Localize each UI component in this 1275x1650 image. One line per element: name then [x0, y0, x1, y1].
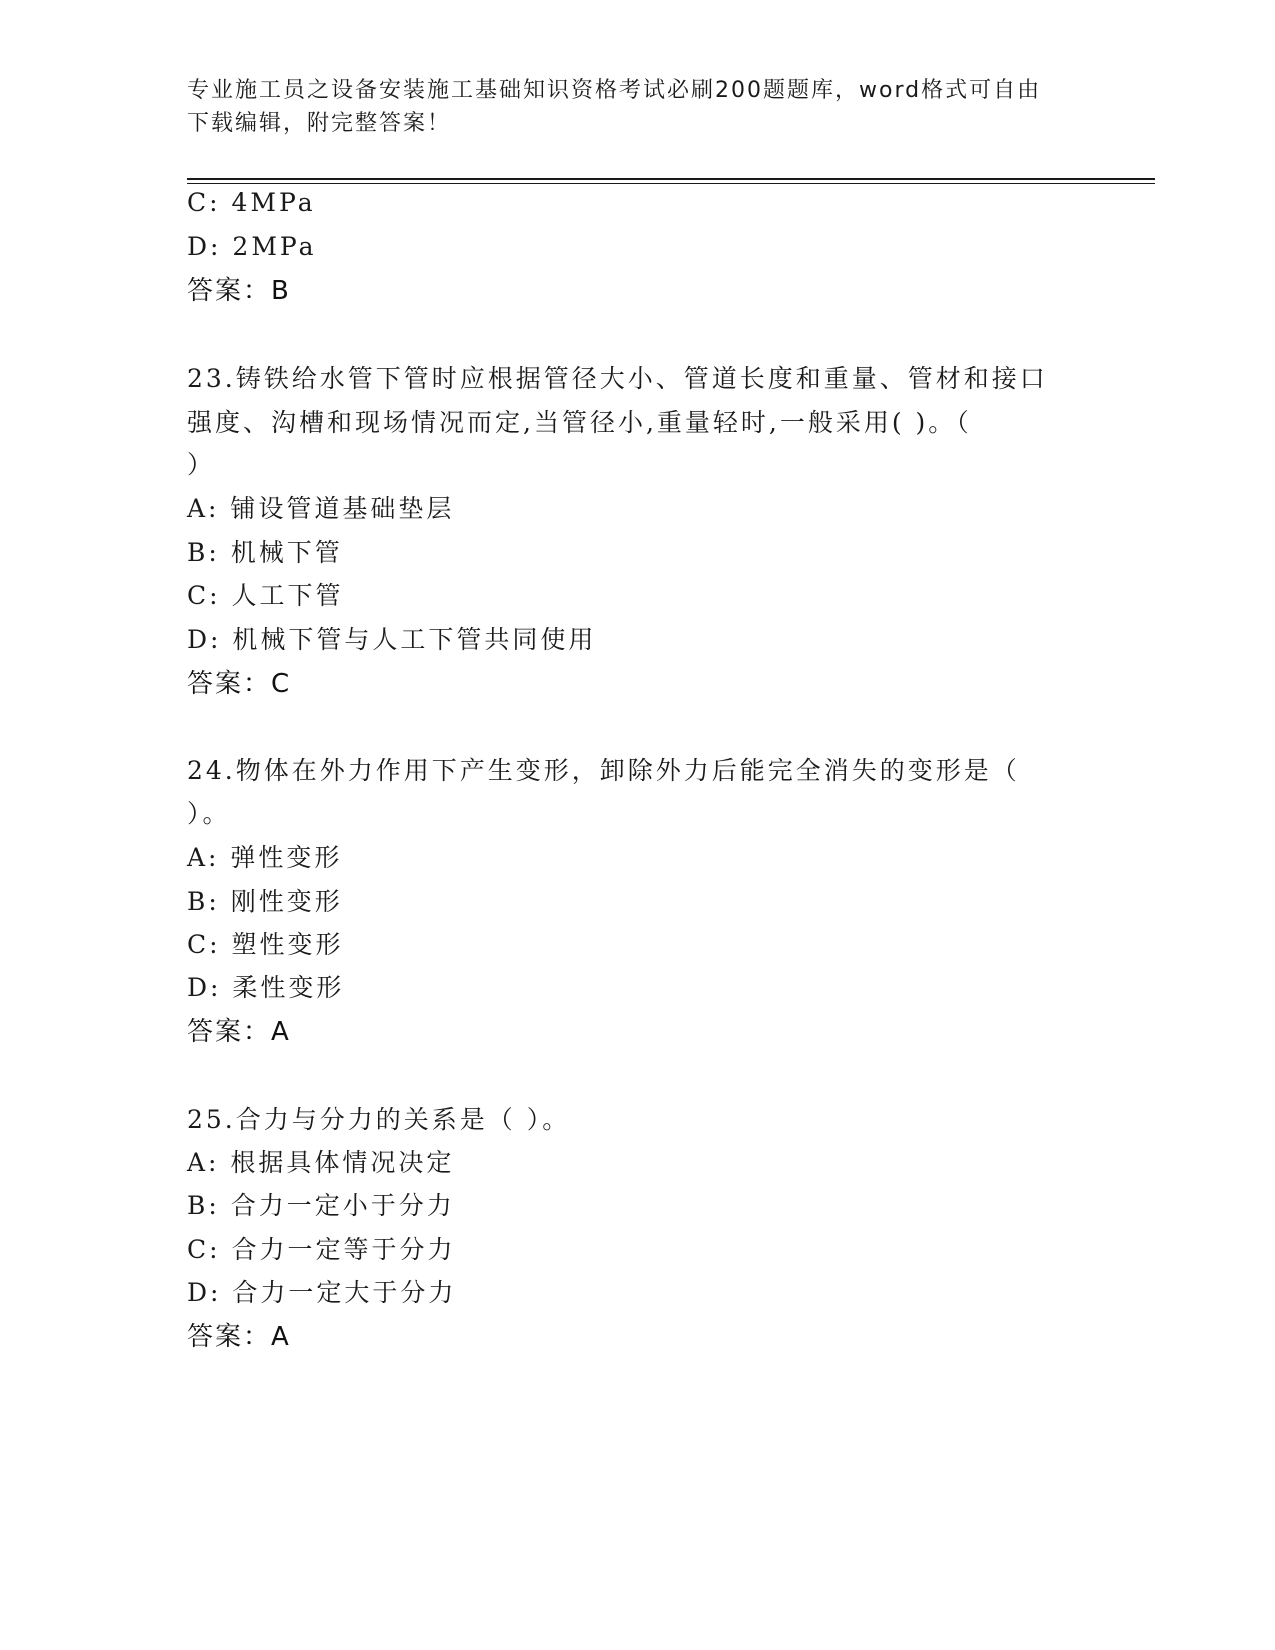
q24-option-d: D: 柔性变形: [187, 973, 345, 1002]
q23-stem-line-1: 23.铸铁给水管下管时应根据管径大小、管道长度和重量、管材和接口: [187, 364, 1048, 393]
header-divider-thick: [187, 178, 1155, 180]
q25-option-d: D: 合力一定大于分力: [187, 1278, 457, 1307]
q22-option-c: C: 4MPa: [187, 188, 316, 217]
q25-option-a: A: 根据具体情况决定: [187, 1148, 455, 1177]
q24-option-b: B: 刚性变形: [187, 887, 343, 916]
q23-answer: 答案：C: [187, 669, 292, 699]
q23-stem-line-2: 强度、沟槽和现场情况而定,当管径小,重量轻时,一般采用( )。（: [187, 408, 972, 437]
q22-answer: 答案：B: [187, 276, 291, 306]
q25-option-c: C: 合力一定等于分力: [187, 1235, 456, 1264]
q24-stem-line-1: 24.物体在外力作用下产生变形，卸除外力后能完全消失的变形是（: [187, 756, 1020, 785]
q25-answer: 答案：A: [187, 1322, 291, 1352]
header-title-line-1: 专业施工员之设备安装施工基础知识资格考试必刷200题题库，word格式可自由: [187, 78, 1042, 103]
header-divider-thin: [187, 183, 1155, 184]
q23-option-c: C: 人工下管: [187, 581, 344, 610]
q23-option-a: A: 铺设管道基础垫层: [187, 494, 455, 523]
q24-stem-line-2: ）。: [187, 799, 231, 828]
q23-option-d: D: 机械下管与人工下管共同使用: [187, 625, 597, 654]
q22-option-d: D: 2MPa: [187, 232, 317, 261]
document-header: [187, 74, 1067, 140]
q24-answer: 答案：A: [187, 1017, 291, 1047]
q23-stem-line-3: ）: [187, 450, 216, 479]
q25-option-b: B: 合力一定小于分力: [187, 1191, 455, 1220]
q25-stem-line-1: 25.合力与分力的关系是（ ）。: [187, 1105, 571, 1134]
header-title-line-2: 下载编辑，附完整答案！: [187, 111, 452, 136]
q24-option-c: C: 塑性变形: [187, 930, 344, 959]
q24-option-a: A: 弹性变形: [187, 843, 343, 872]
q23-option-b: B: 机械下管: [187, 538, 343, 567]
